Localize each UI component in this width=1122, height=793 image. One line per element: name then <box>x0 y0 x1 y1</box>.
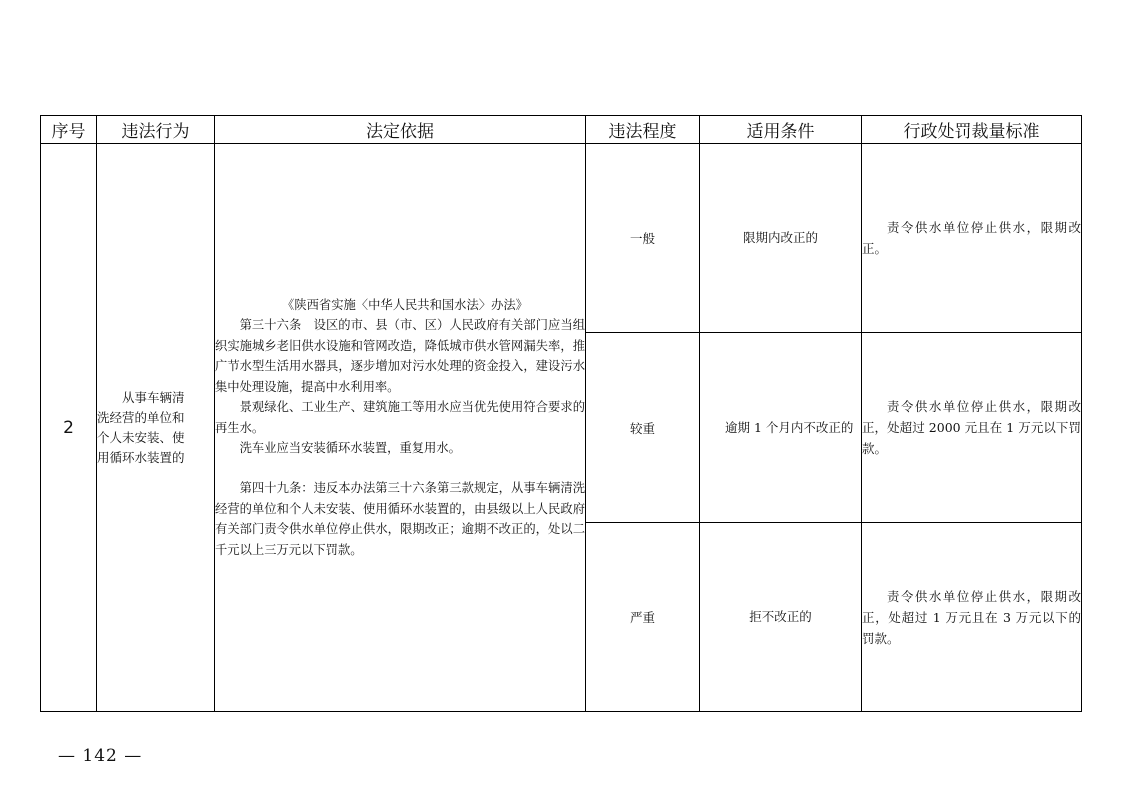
header-degree: 违法程度 <box>586 116 700 144</box>
behavior-line: 从事车辆清 <box>122 389 185 405</box>
behavior-line: 个人未安装、使 <box>97 429 185 445</box>
basis-paragraph: 第四十九条：违反本办法第三十六条第三款规定，从事车辆清洗经营的单位和个人未安装、使用循环水装置的，由县级以上人民政府有关部门责令供水单位停止供水，限期改正；逾期不改正的，处以二千元以上三万元以下罚款。 <box>215 481 585 557</box>
basis-title: 《陕西省实施〈中华人民共和国水法〉办法》 <box>282 298 528 313</box>
basis-paragraph: 洗车业应当安装循环水装置，重复用水。 <box>239 440 461 455</box>
condition-text: 逾期 1 个月内不改正的 <box>725 419 854 435</box>
condition-cell: 拒不改正的 <box>700 523 862 712</box>
condition-cell: 限期内改正的 <box>700 144 862 333</box>
degree-cell: 较重 <box>586 333 700 523</box>
basis-paragraph: 景观绿化、工业生产、建筑施工等用水应当优先使用符合要求的再生水。 <box>215 400 585 435</box>
standard-text: 责令供水单位停止供水，限期改正，处超过 1 万元且在 3 万元以下的罚款。 <box>862 588 1081 646</box>
header-basis: 法定依据 <box>215 116 586 144</box>
header-row <box>41 116 1082 144</box>
row-legal-basis <box>215 144 586 712</box>
degree-cell: 严重 <box>586 523 700 712</box>
header-condition: 适用条件 <box>700 116 862 144</box>
basis-paragraph: 第三十六条 设区的市、县（市、区）人民政府有关部门应当组织实施城乡老旧供水设施和管网改造，降低城市供水管网漏失率，推广节水型生活用水器具，逐步增加对污水处理的资金投入，建设污水集中处理设施，提高中水利用率。 <box>215 318 585 394</box>
header-seq: 序号 <box>41 116 97 144</box>
behavior-line: 用循环水装置的 <box>97 449 185 465</box>
degree-cell: 一般 <box>586 144 700 333</box>
standard-cell <box>862 144 1082 333</box>
standard-text: 责令供水单位停止供水，限期改正。 <box>862 220 1081 256</box>
standard-text: 责令供水单位停止供水，限期改正，处超过 2000 元且在 1 万元以下罚款。 <box>862 399 1081 456</box>
table-row <box>41 144 1082 333</box>
penalty-standard-table <box>40 115 1082 712</box>
header-standard: 行政处罚裁量标准 <box>862 116 1082 144</box>
standard-cell <box>862 333 1082 523</box>
header-behavior: 违法行为 <box>97 116 215 144</box>
basis-spacer <box>215 458 585 478</box>
standard-cell <box>862 523 1082 712</box>
row-behavior <box>97 144 215 712</box>
behavior-line: 洗经营的单位和 <box>97 409 185 425</box>
condition-cell <box>700 333 862 523</box>
page-number: — 142 — <box>58 746 143 766</box>
row-seq: 2 <box>41 144 97 712</box>
